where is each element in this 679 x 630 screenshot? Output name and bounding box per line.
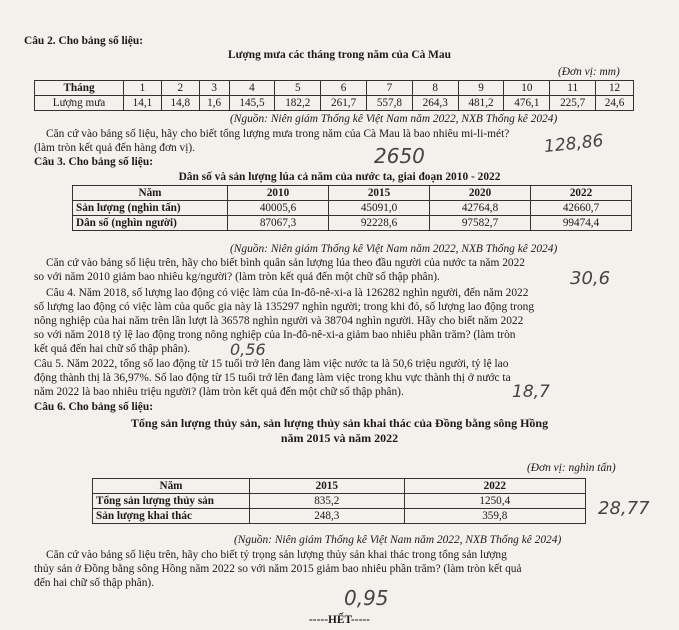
q4-line: Câu 4. Năm 2018, số lượng lao động có việc làm của In-đô-nê-xi-a là 126282 nghìn người, đến năm 2022 (46, 287, 529, 299)
table-cell: 481,2 (458, 96, 504, 111)
table-cell: 835,2 (250, 494, 405, 509)
q6-table (92, 478, 586, 524)
table-cell: 4 (229, 81, 275, 96)
table-cell: 14,8 (161, 96, 199, 111)
table-cell: 5 (275, 81, 321, 96)
q4-line: số lượng lao động có việc làm của quốc gia này là 135297 nghìn người; trong khi đó, số lượng lao động trong (34, 301, 535, 313)
table-cell: 6 (321, 81, 367, 96)
q6-question-line: đến hai chữ số thập phân). (34, 577, 155, 589)
q2-table (34, 80, 634, 111)
q2-title: Lượng mưa các tháng trong năm của Cà Mau (228, 49, 451, 61)
q4-line: so với năm 2018 tỷ lệ lao động trong nông nghiệp của In-đô-nê-xi-a giảm bao nhiêu phần trăm? (làm tròn (34, 329, 516, 341)
table-row (73, 216, 632, 231)
table-cell: 3 (199, 81, 229, 96)
table-row (35, 81, 634, 96)
q3-table (72, 185, 632, 231)
end-marker: -----HẾT----- (309, 614, 370, 626)
handwritten-answer: 18,7 (512, 382, 550, 402)
table-cell: 12 (596, 81, 634, 96)
table-cell: 42764,8 (430, 201, 531, 216)
table-cell: 261,7 (321, 96, 367, 111)
table-cell: 92228,6 (329, 216, 430, 231)
q6-question-line: Căn cứ vào bảng số liệu trên, hãy cho biết tỷ trọng sản lượng thủy sản khai thác trong tổng sản lượng (46, 549, 507, 561)
table-cell: 99474,4 (531, 216, 632, 231)
table-cell: 45091,0 (329, 201, 430, 216)
q3-question-line: so với năm 2010 giảm bao nhiêu kg/người? (làm tròn kết quả đến một chữ số thập phân). (34, 271, 440, 283)
q6-title: Tổng sản lượng thủy sản, sản lượng thủy sản khai thác của Đồng bằng sông Hồng (130, 416, 549, 430)
table-cell: 182,2 (275, 96, 321, 111)
table-cell: 24,6 (596, 96, 634, 111)
table-row (73, 186, 632, 201)
table-cell: 1250,4 (404, 494, 585, 509)
table-cell: Sản lượng (nghìn tấn) (73, 201, 228, 216)
table-cell: 225,7 (550, 96, 596, 111)
table-cell: 87067,3 (228, 216, 329, 231)
table-cell: Sản lượng khai thác (93, 509, 250, 524)
q2-source: (Nguồn: Niên giám Thống kê Việt Nam năm 2022, NXB Thống kê 2024) (230, 113, 558, 125)
q3-question-line: Căn cứ vào bảng số liệu trên, hãy cho biết bình quân sản lượng lúa theo đầu người của nước ta năm 2022 (46, 257, 525, 269)
table-cell: 11 (550, 81, 596, 96)
table-row (73, 201, 632, 216)
q5-line: Câu 5. Năm 2022, tổng số lao động từ 15 tuổi trở lên đang làm việc nước ta là 50,6 triệu người, tỷ lệ lao (34, 358, 509, 370)
handwritten-note: 28,77 (598, 498, 650, 519)
handwritten-answer: 2650 (374, 144, 425, 168)
q6-title: năm 2015 và năm 2022 (280, 431, 399, 445)
q4-line: nông nghiệp của hai năm trên lần lượt là 36578 nghìn người và 38704 nghìn người. Hãy cho biết năm 2022 (34, 315, 524, 327)
table-cell: 7 (367, 81, 413, 96)
table-cell: 8 (412, 81, 458, 96)
q2-question-line: (làm tròn kết quả đến hàng đơn vị). (34, 142, 196, 154)
table-row (35, 96, 634, 111)
q4-line: kết quả đến hai chữ số thập phân). (34, 343, 191, 355)
q2-heading: Câu 2. Cho bảng số liệu: (24, 35, 143, 47)
table-cell: 97582,7 (430, 216, 531, 231)
table-cell: 2015 (329, 186, 430, 201)
q5-line: năm 2022 là bao nhiêu triệu người? (làm tròn kết quả đến một chữ số thập phân). (34, 386, 404, 398)
table-cell: Dân số (nghìn người) (73, 216, 228, 231)
table-cell: Năm (93, 479, 250, 494)
q3-source: (Nguồn: Niên giám Thống kê Việt Nam năm 2022, NXB Thống kê 2024) (230, 243, 558, 255)
table-cell: 10 (504, 81, 550, 96)
q6-unit: (Đơn vị: nghìn tấn) (527, 462, 616, 474)
table-cell: Năm (73, 186, 228, 201)
table-cell: 2 (161, 81, 199, 96)
handwritten-note: 128,86 (543, 130, 605, 158)
q6-heading: Câu 6. Cho bảng số liệu: (34, 401, 153, 413)
table-cell: 145,5 (229, 96, 275, 111)
table-cell: 42660,7 (531, 201, 632, 216)
q2-question-line: Căn cứ vào bảng số liệu, hãy cho biết tổng lượng mưa trong năm của Cà Mau là bao nhiêu mi-li-mét? (46, 128, 510, 140)
handwritten-answer: 30,6 (570, 268, 611, 289)
table-cell: 40005,6 (228, 201, 329, 216)
q3-title: Dân số và sản lượng lúa cả năm của nước ta, giai đoạn 2010 - 2022 (178, 171, 501, 183)
table-cell: 2022 (404, 479, 585, 494)
table-cell: Tổng sản lượng thủy sản (93, 494, 250, 509)
table-cell: 2010 (228, 186, 329, 201)
table-cell: 264,3 (412, 96, 458, 111)
table-row (93, 494, 586, 509)
q6-question-line: thủy sản ở Đồng bằng sông Hồng năm 2022 so với năm 2015 giảm bao nhiêu phần trăm? (làm tròn kết quả (34, 563, 522, 575)
q2-unit: (Đơn vị: mm) (558, 66, 620, 78)
table-row (93, 509, 586, 524)
q6-source: (Nguồn: Niên giám Thống kê Việt Nam năm 2022, NXB Thống kê 2024) (234, 534, 562, 546)
table-cell: Lượng mưa (35, 96, 124, 111)
table-cell: 2015 (250, 479, 405, 494)
handwritten-answer: 0,56 (230, 340, 266, 359)
table-cell: 248,3 (250, 509, 405, 524)
q3-heading: Câu 3. Cho bảng số liệu: (34, 156, 153, 168)
table-cell: 2020 (430, 186, 531, 201)
table-cell: Tháng (35, 81, 124, 96)
table-cell: 1 (124, 81, 162, 96)
table-cell: 557,8 (367, 96, 413, 111)
table-cell: 14,1 (124, 96, 162, 111)
table-cell: 2022 (531, 186, 632, 201)
table-cell: 359,8 (404, 509, 585, 524)
q5-line: động thành thị là 36,97%. Số lao động từ 15 tuổi trở lên đang làm việc trong khu vực thành thị ở nước ta (34, 372, 511, 384)
handwritten-answer: 0,95 (344, 586, 389, 610)
table-row (93, 479, 586, 494)
table-cell: 476,1 (504, 96, 550, 111)
table-cell: 9 (458, 81, 504, 96)
table-cell: 1,6 (199, 96, 229, 111)
